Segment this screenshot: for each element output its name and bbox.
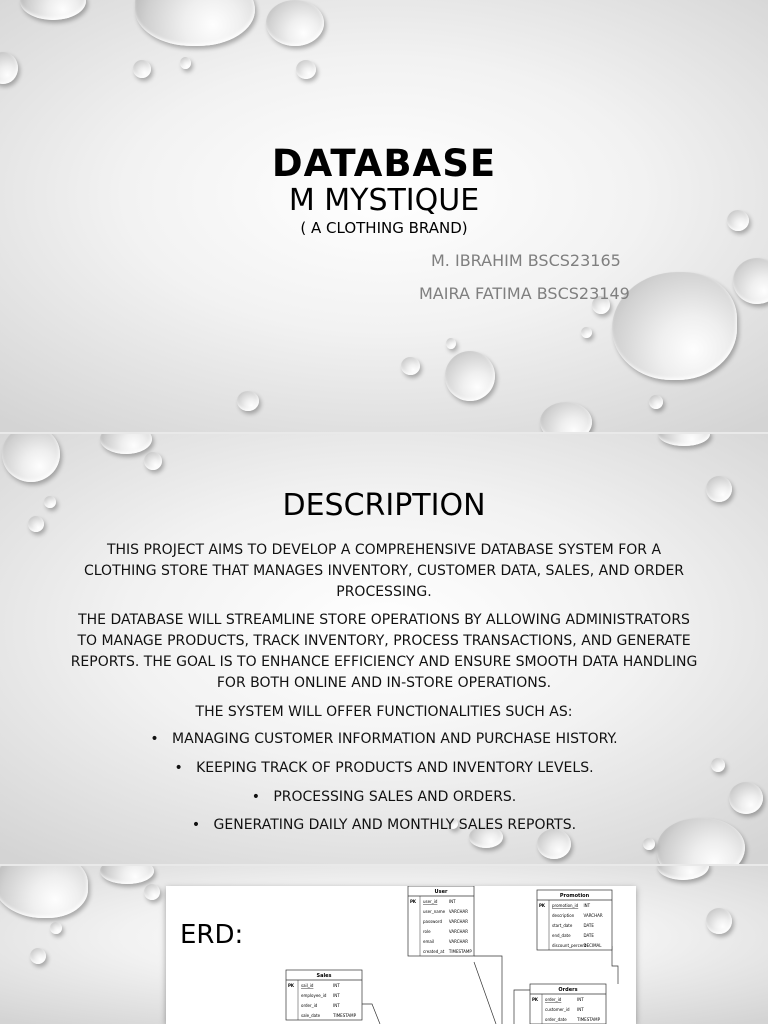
list-item <box>0 817 768 833</box>
list-item-text: MANAGING CUSTOMER INFORMATION AND PURCHASE HISTORY. <box>172 731 618 747</box>
erd-column-name: created_at <box>423 949 445 954</box>
water-drop <box>100 434 152 454</box>
bullet-icon: • <box>150 731 159 747</box>
erd-table-name: Orders <box>558 987 578 993</box>
bullet-icon: • <box>251 789 260 805</box>
water-drop <box>649 395 663 409</box>
water-drop <box>50 922 62 934</box>
erd-column-type: INT <box>577 997 584 1002</box>
erd-column-name: sale_date <box>301 1013 321 1018</box>
relationship-line <box>474 956 502 1024</box>
water-drop <box>296 60 316 79</box>
erd-column-name: password <box>423 919 442 924</box>
brand-tagline: ( A CLOTHING BRAND) <box>300 219 468 237</box>
list-item <box>0 731 768 747</box>
erd-column-name: discount_percent <box>552 943 587 948</box>
water-drop <box>401 357 420 375</box>
erd-column-type: TIMESTAMP <box>333 1013 356 1018</box>
relationship-line <box>612 946 618 984</box>
water-drop <box>266 0 324 46</box>
water-drop <box>144 884 160 900</box>
erd-column-type: INT <box>577 1007 584 1012</box>
water-drop <box>643 838 655 850</box>
water-drop <box>0 52 18 84</box>
erd-table-name: Promotion <box>559 893 590 899</box>
erd-table-name: User <box>434 889 448 895</box>
erd-column-name: role <box>423 929 431 934</box>
list-item-text: KEEPING TRACK OF PRODUCTS AND INVENTORY LEVELS. <box>196 760 594 776</box>
water-drop <box>537 829 571 859</box>
erd-column-name: order_id <box>545 997 562 1002</box>
erd-column-type: TIMESTAMP <box>577 1017 600 1022</box>
water-drop <box>30 948 46 964</box>
erd-column-name: customer_id <box>545 1007 570 1012</box>
erd-label: ERD: <box>180 920 244 950</box>
erd-column-type: DECIMAL <box>583 943 602 948</box>
water-drop <box>180 57 191 69</box>
water-drop <box>0 866 88 918</box>
erd-column-type: INT <box>448 899 456 904</box>
water-drop <box>446 338 456 349</box>
erd-table <box>537 890 612 950</box>
list-item-text: GENERATING DAILY AND MONTHLY SALES REPORTS. <box>213 817 577 833</box>
erd-key-marker: PK <box>532 997 539 1002</box>
erd-column-name: user_id <box>423 899 438 904</box>
water-drop <box>733 258 768 304</box>
erd-column-name: end_date <box>552 933 571 938</box>
erd-column-type: VARCHAR <box>448 929 469 934</box>
erd-column-name: email <box>423 939 435 944</box>
description-paragraph-3: THE SYSTEM WILL OFFER FUNCTIONALITIES SUCH AS: <box>195 704 573 720</box>
water-drop <box>133 60 151 78</box>
erd-column-type: VARCHAR <box>448 919 469 924</box>
erd-column-type: VARCHAR <box>448 909 469 914</box>
erd-column-type: INT <box>333 993 340 998</box>
relationship-line <box>474 962 496 1024</box>
author-2: MAIRA FATIMA BSCS23149 <box>419 284 630 303</box>
erd-column-type: INT <box>333 983 340 988</box>
erd-column-name: sail_id <box>301 983 314 988</box>
erd-column-name: description <box>552 913 575 918</box>
bullet-icon: • <box>191 817 201 833</box>
list-item <box>0 760 768 776</box>
list-item <box>0 789 768 805</box>
erd-canvas <box>166 886 636 1024</box>
water-drop <box>658 434 710 446</box>
erd-column-name: order_date <box>545 1017 567 1022</box>
water-drop <box>144 452 162 470</box>
erd-column-type: VARCHAR <box>583 913 603 918</box>
author-1: M. IBRAHIM BSCS23165 <box>431 251 621 270</box>
water-drop <box>237 391 259 411</box>
erd-column-name: user_name <box>423 909 446 914</box>
erd-key-marker: PK <box>539 903 546 908</box>
list-item-text: PROCESSING SALES AND ORDERS. <box>273 789 517 805</box>
bullet-icon: • <box>174 760 183 776</box>
water-drop <box>135 0 255 46</box>
erd-column-type: VARCHAR <box>448 939 469 944</box>
water-drop <box>706 908 732 934</box>
erd-key-marker: PK <box>410 899 417 904</box>
water-drop <box>657 866 709 880</box>
erd-column-type: DATE <box>583 933 594 938</box>
brand-name: M MYSTIQUE <box>288 183 480 218</box>
relationship-line <box>362 1004 380 1024</box>
water-drop <box>540 402 592 432</box>
erd-column-type: TIMESTAMP <box>448 949 472 954</box>
water-drop <box>612 272 737 380</box>
water-drop <box>100 866 154 884</box>
description-paragraph-2: THE DATABASE WILL STREAMLINE STORE OPERATIONS BY ALLOWING ADMINISTRATORS TO MANAGE PRODUCTS, TRACK INVENTORY, PROCESS TRANSACTIONS, AND GENERATE REPORTS. THE GOAL IS TO ENHANCE EFFICIENCY AND ENSURE SMOOTH DATA HANDLING FOR BOTH ONLINE AND IN-STORE OPERATIONS. <box>70 612 698 691</box>
erd-table-name: Sales <box>316 973 332 979</box>
water-drop <box>581 327 592 338</box>
description-paragraph-1: THIS PROJECT AIMS TO DEVELOP A COMPREHENSIVE DATABASE SYSTEM FOR A CLOTHING STORE THAT MANAGES INVENTORY, CUSTOMER DATA, SALES, AND ORDER PROCESSING. <box>83 542 685 600</box>
erd-column-type: DATE <box>583 923 594 928</box>
erd-column-name: promotion_id <box>552 903 579 908</box>
relationship-line <box>514 990 530 1024</box>
erd-column-type: INT <box>333 1003 340 1008</box>
water-drop <box>445 351 495 401</box>
section-heading: DESCRIPTION <box>282 488 486 523</box>
erd-diagram <box>166 886 636 1024</box>
erd-column-type: INT <box>583 903 591 908</box>
erd-column-name: order_id <box>301 1003 318 1008</box>
water-drop <box>20 0 86 20</box>
erd-key-marker: PK <box>288 983 295 988</box>
erd-column-name: employee_id <box>301 993 327 998</box>
presentation-title: DATABASE <box>271 142 497 185</box>
water-drop <box>2 434 60 482</box>
erd-column-name: start_date <box>552 923 573 928</box>
